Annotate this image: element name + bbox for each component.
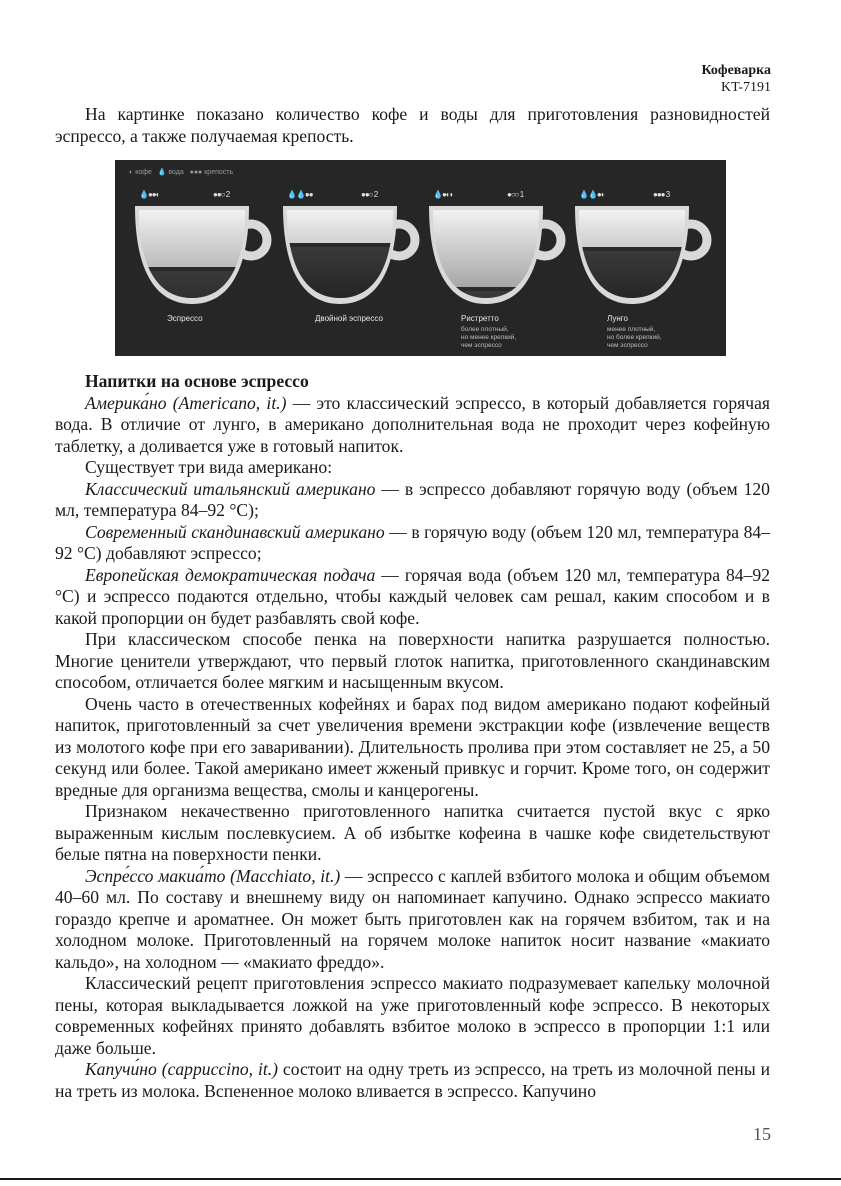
cup-name: Ристретто <box>461 314 499 323</box>
section-title: Напитки на основе эспрессо <box>85 371 309 391</box>
ingredient-icons: 💧💧●● <box>287 190 313 199</box>
cup-note-line: но более крепкий, <box>607 334 662 341</box>
cup-note <box>567 326 713 350</box>
cup-note-line: но менее крепкий, <box>461 334 517 341</box>
page-number: 15 <box>753 1124 771 1144</box>
legend-water: вода <box>168 169 184 176</box>
cup-name: Лунго <box>607 314 628 323</box>
paragraph-americano: Америка́но (Americano, it.) — это классический эспрессо, в который добавляется горячая вода. В отличие от лунго, в американо дополнительная вода не проходит через кофейную таблетку, а доливается уже в готовый напиток. <box>55 392 770 456</box>
strength-icons: ●●● 3 <box>653 190 670 199</box>
term-macchiato: Эспре́ссо макиа́то (Macchiato, it.) <box>85 865 341 886</box>
cup-note-line: менее плотный, <box>607 326 656 333</box>
cup-name: Двойной эспрессо <box>315 314 383 323</box>
cup-indicators <box>421 190 567 202</box>
strength-icons: ●●○ 2 <box>361 190 378 199</box>
legend-coffee: кофе <box>135 169 152 176</box>
paragraph-quality: Признаком некачественно приготовленного напитка считается пустой вкус с ярко выраженным кислым послевкусием. А об избытке кофеина в чашке кофе свидетельствуют белые пятна на поверхности пенки. <box>55 801 770 864</box>
cup-item <box>275 190 421 326</box>
cup-indicators <box>567 190 713 202</box>
cup-item <box>567 190 713 350</box>
term-americano: Америка́но (Americano, it.) <box>85 392 287 413</box>
coffee-cup-icon <box>421 206 567 306</box>
cup-indicators <box>127 190 273 202</box>
cup-note-line: чем эспрессо <box>461 342 502 349</box>
strength-dots-icon: ●●● <box>189 169 203 176</box>
cup-item <box>127 190 273 326</box>
footer-rule <box>0 1178 841 1180</box>
header-title: Кофеварка <box>701 63 771 78</box>
paragraph-european: Европейская демократическая подача — горячая вода (объем 120 мл, температура 84–92 °C) и эспрессо подаются отдельно, чтобы каждый человек сам решал, каким способом и в какой пропорции он будет разбавлять свой кофе. <box>55 564 770 628</box>
header-model: KT-7191 <box>720 80 771 95</box>
paragraph-macchiato-recipe: Классический рецепт приготовления эспрессо макиато подразумевает капельку молочной пены, которая выкладывается ложкой на уже приготовленный кофе эспрессо. В некоторых современных кофейнях принято добавлять взбитое молоко в эспрессо в пропорции 1:1 или даже больше. <box>55 973 770 1058</box>
legend-strength: крепость <box>204 169 234 176</box>
water-drop-icon: 💧 <box>157 169 167 176</box>
paragraph-scandinavian: Современный скандинавский американо — в горячую воду (объем 120 мл, температура 84–92 °C) добавляют эспрессо; <box>55 521 770 563</box>
cup-note-line: более плотный, <box>461 326 509 333</box>
paragraph-crema: При классическом способе пенка на поверхности напитка разрушается полностью. Многие ценители утверждают, что первый глоток напитка, приготовленного скандинавским способом, отличается более мягким и насыщенным вкусом. <box>55 629 770 692</box>
cup-item <box>421 190 567 350</box>
intro-paragraph: На картинке показано количество кофе и воды для приготовления разновидностей эспрессо, а также получаемая крепость. <box>55 104 770 146</box>
paragraph-cappuccino: Капучи́но (cappuccino, it.) состоит на одну треть из эспрессо, на треть из молочной пены и на треть из молока. Вспененное молоко вливается в эспрессо. Капучино <box>55 1059 770 1101</box>
term-cappuccino: Капучи́но (cappuccino, it.) <box>85 1059 279 1079</box>
paragraph-types: Существует три вида американо: <box>85 457 333 477</box>
intro-text <box>55 104 770 147</box>
espresso-figure <box>115 160 726 356</box>
coffee-bean-icon: ◐ <box>129 169 134 176</box>
cup-indicators <box>275 190 421 202</box>
cup-note <box>421 326 567 350</box>
paragraph-macchiato: Эспре́ссо макиа́то (Macchiato, it.) — эспрессо с каплей взбитого молока и общим объемом 40–60 мл. По составу и внешнему виду он напоминает капучино. Однако эспрессо макиато гораздо крепче и ароматнее. Он может быть приготовлен как на горячем взбитом, так и на холодном молоке. Приготовленный на горячем молоке напиток носит название «макиато кальдо», на холодном — «макиато фреддо». <box>55 865 770 972</box>
strength-icons: ●●○ 2 <box>213 190 230 199</box>
body-text <box>55 371 770 1102</box>
ingredient-icons: 💧●◐◐ <box>433 190 454 199</box>
paragraph-extraction: Очень часто в отечественных кофейнях и барах под видом американо подают кофейный напиток, приготовленный за счет увеличения времени экстракции кофе (извлечение веществ из молотого кофе при его заваривании). Длительность пролива при этом составляет не 25, а 50 секунд или более. Такой американо имеет жженый привкус и горчит. Кроме того, он содержит вредные для организма вещества, смолы и канцерогены. <box>55 693 770 800</box>
cup-note-line: чем эспрессо <box>607 342 648 349</box>
figure-legend <box>129 168 233 176</box>
cup-name: Эспрессо <box>167 314 203 323</box>
running-header <box>701 62 771 96</box>
ingredient-icons: 💧💧●◐ <box>579 190 605 199</box>
ingredient-icons: 💧●●◐ <box>139 190 160 199</box>
coffee-cup-icon <box>567 206 713 306</box>
coffee-cup-icon <box>127 206 273 306</box>
strength-icons: ●○○ 1 <box>507 190 524 199</box>
coffee-cup-icon <box>275 206 421 306</box>
paragraph-classic: Классический итальянский американо — в эспрессо добавляют горячую воду (объем 120 мл, температура 84–92 °C); <box>55 478 770 520</box>
